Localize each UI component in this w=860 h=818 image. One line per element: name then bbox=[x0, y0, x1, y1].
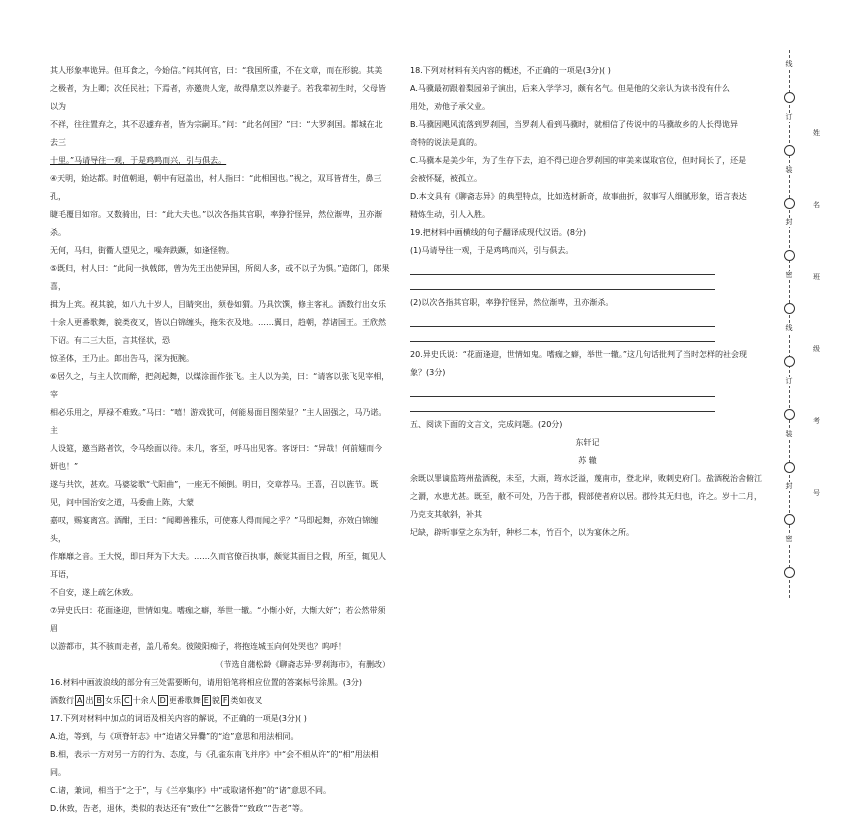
passage-line: 其人形象率诡异。但耳食之，今始信。”问其何官，曰：“我国所重，不在文章，而在形貌。其美 bbox=[50, 66, 383, 75]
option-line: 奇特的说法是真的。 bbox=[410, 138, 482, 147]
passage-line: 以游都市，其不骇而走者，盖几希矣。彼陵阳痴子，将抱连城玉向何处哭也？呜呼！ bbox=[50, 642, 346, 651]
passage-line: ④天明，始达都。时值朝退，朝中有冠盖出，村人指曰：“此相国也。”视之，双耳皆背生，鼻三孔， bbox=[50, 174, 382, 201]
answer-line[interactable] bbox=[410, 275, 715, 290]
option-line: A.迨，等到，与《项脊轩志》中“迨诸父异爨”的“迨”意思和用法相同。 bbox=[50, 732, 299, 741]
question-19-part-2: (2)以次各指其官职，率狰狞怪异，然位渐卑，丑亦渐杀。 bbox=[410, 298, 614, 307]
question-16: 16.材料中画波浪线的部分有三处需要断句，请用铅笔将相应位置的答案标号涂黑。(3分) bbox=[50, 678, 363, 687]
binding-mark: 线 bbox=[783, 324, 795, 333]
left-column bbox=[50, 62, 390, 818]
binding-hole bbox=[784, 462, 795, 473]
right-column bbox=[410, 62, 765, 542]
passage-source: （节选自蒲松龄《聊斋志异·罗刹海市》，有删改） bbox=[215, 660, 390, 669]
passage-line: ⑦异史氏曰：花面逢迎，世情如鬼。嗜痂之癖，举世一辙。“小惭小好，大惭大好”；若公然带须眉 bbox=[50, 606, 386, 633]
option-line: 会被怀疑，被孤立。 bbox=[410, 174, 482, 183]
question-18: 18.下列对材料有关内容的概述，不正确的一项是(3分)( ) bbox=[410, 66, 611, 75]
option-line: B.相，表示一方对另一方的行为、态度，与《孔雀东南飞并序》中“会不相从许”的“相”用法相 bbox=[50, 750, 379, 759]
binding-hole bbox=[784, 514, 795, 525]
binding-hole bbox=[784, 356, 795, 367]
binding-hole bbox=[784, 567, 795, 578]
passage-line: 十余人更番歌舞，貌类夜叉，皆以白锦缠头，拖朱衣及地。……翼日，趋朝，荐诸国王。王欣然下诏。有二三大臣，言其怪状，恐 bbox=[50, 318, 386, 345]
answer-option-box[interactable]: E bbox=[203, 696, 209, 705]
binding-hole bbox=[784, 250, 795, 261]
question-17: 17.下列对材料中加点的词语及相关内容的解说，不正确的一项是(3分)( ) bbox=[50, 714, 307, 723]
binding-label: 名 bbox=[813, 201, 820, 209]
binding-strip bbox=[775, 0, 860, 608]
answer-option-box[interactable]: B bbox=[96, 696, 102, 705]
binding-label: 级 bbox=[813, 345, 820, 353]
answer-option-box[interactable]: A bbox=[77, 696, 83, 705]
q16-fragment: 女乐 bbox=[104, 696, 121, 705]
essay-body bbox=[410, 470, 765, 542]
answer-option-box[interactable]: C bbox=[123, 696, 130, 705]
question-17-options bbox=[50, 728, 390, 818]
section-5-heading: 五、阅读下面的文言文，完成问题。(20分) bbox=[410, 420, 563, 429]
answer-line[interactable] bbox=[410, 327, 715, 342]
binding-label: 考 bbox=[813, 417, 820, 425]
option-line: D.休致，告老，退休，类似的表达还有“致仕”“乞骸骨”“致政”“告老”等。 bbox=[50, 804, 308, 813]
essay-line: 圮缺，辟听事堂之东为轩，种杉二本，竹百个，以为宴休之所。 bbox=[410, 528, 634, 537]
passage-line: 之极者，为上卿；次任民社；下焉者，亦邀贵人宠，故得鼎烹以养妻子。若我辈初生时，父母皆以为 bbox=[50, 84, 386, 111]
binding-hole bbox=[784, 198, 795, 209]
answer-line[interactable] bbox=[410, 382, 715, 397]
answer-line[interactable] bbox=[410, 312, 715, 327]
binding-mark: 订 bbox=[783, 113, 795, 122]
binding-mark: 密 bbox=[783, 535, 795, 544]
question-20: 20.异史氏说：“花面逢迎，世情如鬼。嗜痂之癖，举世一辙。”这几句话批判了当时怎样的社会现 bbox=[410, 350, 748, 359]
essay-line: 余既以罪谪监筠州盐酒税，未至，大雨，筠水泛溢，蔑南市，登北岸，败刺史府门。盐酒税治舍俯江 bbox=[410, 474, 762, 483]
question-20-cont: 象？(3分) bbox=[410, 368, 446, 377]
option-line: B.马骥因飓风流落到罗刹国，当罗刹人看到马骥时，就相信了传说中的马骥故乡的人长得诡异 bbox=[410, 120, 739, 129]
essay-author: 苏 辙 bbox=[578, 456, 597, 465]
passage-line: ⑤既归，村人曰：“此间一执戟郎，曾为先王出使异国，所阅人多，或不以子为惧。”造郎门，郎果喜， bbox=[50, 264, 390, 291]
passage-line: 不自安，遂上疏乞休致。 bbox=[50, 588, 138, 597]
essay-line: 之漘，水患尤甚。既至，敝不可处，乃告于郡，假部使者府以居。郡怜其无归也，许之。岁十二月，乃克支其欹斜，补其 bbox=[410, 492, 762, 519]
q16-fragment: 出 bbox=[85, 696, 94, 705]
passage-line: 十里。”马请导往一观，于是鸡鸣而兴，引与俱去。 bbox=[50, 156, 227, 165]
binding-mark: 封 bbox=[783, 218, 795, 227]
q16-fragment: 十余人 bbox=[132, 696, 157, 705]
option-line: C.马骥本是美少年，为了生存下去，迫不得已迎合罗刹国的审美来谋取官位，但时间长了，还是 bbox=[410, 156, 747, 165]
binding-label: 号 bbox=[813, 489, 820, 497]
binding-mark: 订 bbox=[783, 377, 795, 386]
question-18-options bbox=[410, 80, 765, 224]
answer-option-box[interactable]: D bbox=[159, 696, 166, 705]
binding-hole bbox=[784, 145, 795, 156]
passage-line: 睫毛覆目如帘。又数骑出，曰：“此大夫也。”以次各指其官职，率狰狞怪异，然位渐卑，丑亦渐杀。 bbox=[50, 210, 383, 237]
q16-fragment: 类如夜叉 bbox=[230, 696, 263, 705]
answer-line[interactable] bbox=[410, 260, 715, 275]
option-line: 同。 bbox=[50, 768, 66, 777]
passage-line: 遂与共饮，甚欢。马婆娑歌“弋阳曲”，一座无不倾倒。明日，交章荐马。王喜，召以旌节。既见，问中国治安之道，马委曲上陈，大蒙 bbox=[50, 480, 379, 507]
binding-mark: 装 bbox=[783, 430, 795, 439]
passage-line: 惊圣体，王乃止。郎出告马，深为扼腕。 bbox=[50, 354, 194, 363]
q16-fragment: 貌 bbox=[211, 696, 220, 705]
binding-hole bbox=[784, 409, 795, 420]
answer-option-box[interactable]: F bbox=[222, 696, 228, 705]
binding-hole bbox=[784, 92, 795, 103]
passage-line: 作靡靡之音。王大悦，即日拜为下大夫。……久而官僚百执事，颇觉其面目之假，所至，辄见人耳语， bbox=[50, 552, 386, 579]
option-line: C.诸，兼词，相当于“之于”，与《兰亭集序》中“或取诸怀抱”的“诸”意思不同。 bbox=[50, 786, 331, 795]
binding-label: 姓 bbox=[813, 129, 820, 137]
option-line: 用处，劝他子承父业。 bbox=[410, 102, 490, 111]
essay-title: 东轩记 bbox=[575, 438, 600, 447]
passage-line: 嘉叹，赐宴离宫。酒酣，王曰：“闻卿善雅乐，可使寡人得而闻之乎？”马即起舞，亦效白锦缠头， bbox=[50, 516, 379, 543]
binding-mark: 装 bbox=[783, 166, 795, 175]
passage-line: ⑥居久之，与主人饮而醉，把剑起舞，以煤涂面作张飞。主人以为美，曰：“请客以张飞见宰相，宰 bbox=[50, 372, 390, 399]
binding-mark: 密 bbox=[783, 271, 795, 280]
q16-text: 酒数行 bbox=[50, 696, 74, 705]
binding-mark: 封 bbox=[783, 482, 795, 491]
option-line: D.本文具有《聊斋志异》的典型特点，比如选材新奇，故事曲折，叙事写人细腻形象，语言表达 bbox=[410, 192, 747, 201]
passage-line: 揖为上宾。视其貌，如八九十岁人，目睛突出，须卷如猬。乃具饮馔，修主客礼。酒数行出女乐 bbox=[50, 300, 386, 309]
passage-lines bbox=[50, 62, 390, 656]
binding-label: 班 bbox=[813, 273, 820, 281]
passage-line: 相必乐用之，厚禄不难致。”马曰：“嘻！游戏犹可，何能易面目图荣显？”主人固强之，马乃诺。主 bbox=[50, 408, 387, 435]
passage-line: 人设筵，邀当路者饮，令马绘面以待。未几，客至，呼马出见客。客讶曰：“异哉！何前媸而今妍也！” bbox=[50, 444, 383, 471]
question-16-answer-line bbox=[50, 692, 390, 710]
answer-line[interactable] bbox=[410, 397, 715, 412]
option-line: 精炼生动，引人入胜。 bbox=[410, 210, 490, 219]
binding-hole bbox=[784, 303, 795, 314]
passage-line: 无何，马归，街衢人望见之，噪奔跌蹶，如逢怪物。 bbox=[50, 246, 234, 255]
passage-line: 不祥，往往置弃之，其不忍遽弃者，皆为宗嗣耳。”问：“此名何国？”曰：“大罗刹国。都城在北去三 bbox=[50, 120, 383, 147]
option-line: A.马骥最初跟着梨园弟子演出，后来入学学习，颇有名气。但是他的父亲认为读书没有什么 bbox=[410, 84, 730, 93]
q16-fragment: 更番歌舞 bbox=[168, 696, 201, 705]
question-19: 19.把材料中画横线的句子翻译成现代汉语。(8分) bbox=[410, 228, 587, 237]
binding-mark: 线 bbox=[783, 60, 795, 69]
question-19-part-1: (1)马请导往一观，于是鸡鸣而兴，引与俱去。 bbox=[410, 246, 574, 255]
